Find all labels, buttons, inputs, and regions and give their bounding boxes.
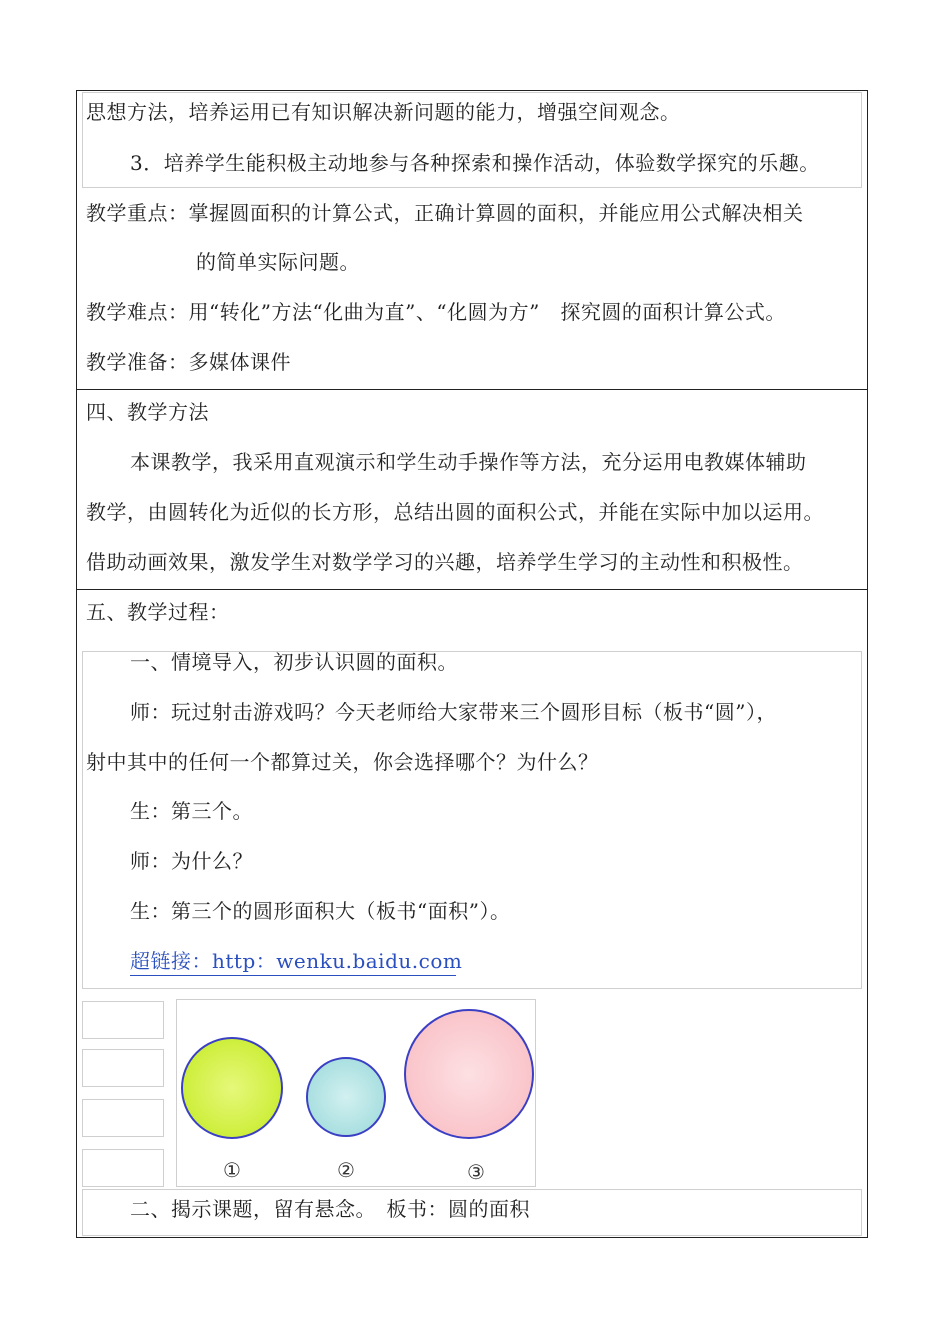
circle-three-label: ③ — [467, 1160, 485, 1184]
objective-text-3: 3．培养学生能积极主动地参与各种探索和操作活动，体验数学探究的乐趣。 — [130, 151, 820, 175]
step-two-heading: 二、揭示课题，留有悬念。 板书：圆的面积 — [130, 1197, 530, 1221]
objective-text-1: 思想方法，培养运用已有知识解决新问题的能力，增强空间观念。 — [86, 100, 681, 124]
step-one-heading: 一、情境导入，初步认识圆的面积。 — [130, 650, 458, 674]
key-point-text-cont: 的简单实际问题。 — [196, 250, 360, 274]
preparation-text: 教学准备：多媒体课件 — [86, 350, 291, 374]
teacher-line-1: 师：玩过射击游戏吗？今天老师给大家带来三个圆形目标（板书“圆”）， — [130, 700, 777, 724]
empty-box — [82, 1099, 164, 1137]
circles-figure — [176, 999, 536, 1187]
method-text-3: 借助动画效果，激发学生对数学学习的兴趣，培养学生学习的主动性和积极性。 — [86, 550, 804, 574]
circle-two-label: ② — [337, 1158, 355, 1182]
empty-box — [82, 1049, 164, 1087]
row-divider-1 — [76, 389, 868, 390]
key-point-text: 教学重点：掌握圆面积的计算公式，正确计算圆的面积，并能应用公式解决相关 — [86, 201, 804, 225]
student-line-1: 生：第三个。 — [130, 799, 253, 823]
section-five-heading: 五、教学过程： — [86, 600, 230, 624]
hyperlink[interactable]: 超链接：http：wenku.baidu.com — [130, 949, 463, 973]
hyperlink-underline — [130, 975, 456, 976]
empty-box — [82, 1001, 164, 1039]
empty-box — [82, 1149, 164, 1187]
teacher-line-1-cont: 射中其中的任何一个都算过关，你会选择哪个？为什么？ — [86, 750, 599, 774]
circle-two — [307, 1058, 385, 1136]
method-text-2: 教学，由圆转化为近似的长方形，总结出圆的面积公式，并能在实际中加以运用。 — [86, 500, 824, 524]
circle-one-label: ① — [223, 1158, 241, 1182]
difficulty-text: 教学难点：用“转化”方法“化曲为直”、“化圆为方” 探究圆的面积计算公式。 — [86, 300, 786, 324]
row-divider-2 — [76, 589, 868, 590]
student-line-2: 生：第三个的圆形面积大（板书“面积”）。 — [130, 899, 511, 923]
circle-three — [405, 1010, 533, 1138]
teacher-line-2: 师：为什么？ — [130, 849, 253, 873]
circle-one — [182, 1038, 282, 1138]
section-four-heading: 四、教学方法 — [86, 400, 209, 424]
method-text-1: 本课教学，我采用直观演示和学生动手操作等方法，充分运用电教媒体辅助 — [130, 450, 807, 474]
